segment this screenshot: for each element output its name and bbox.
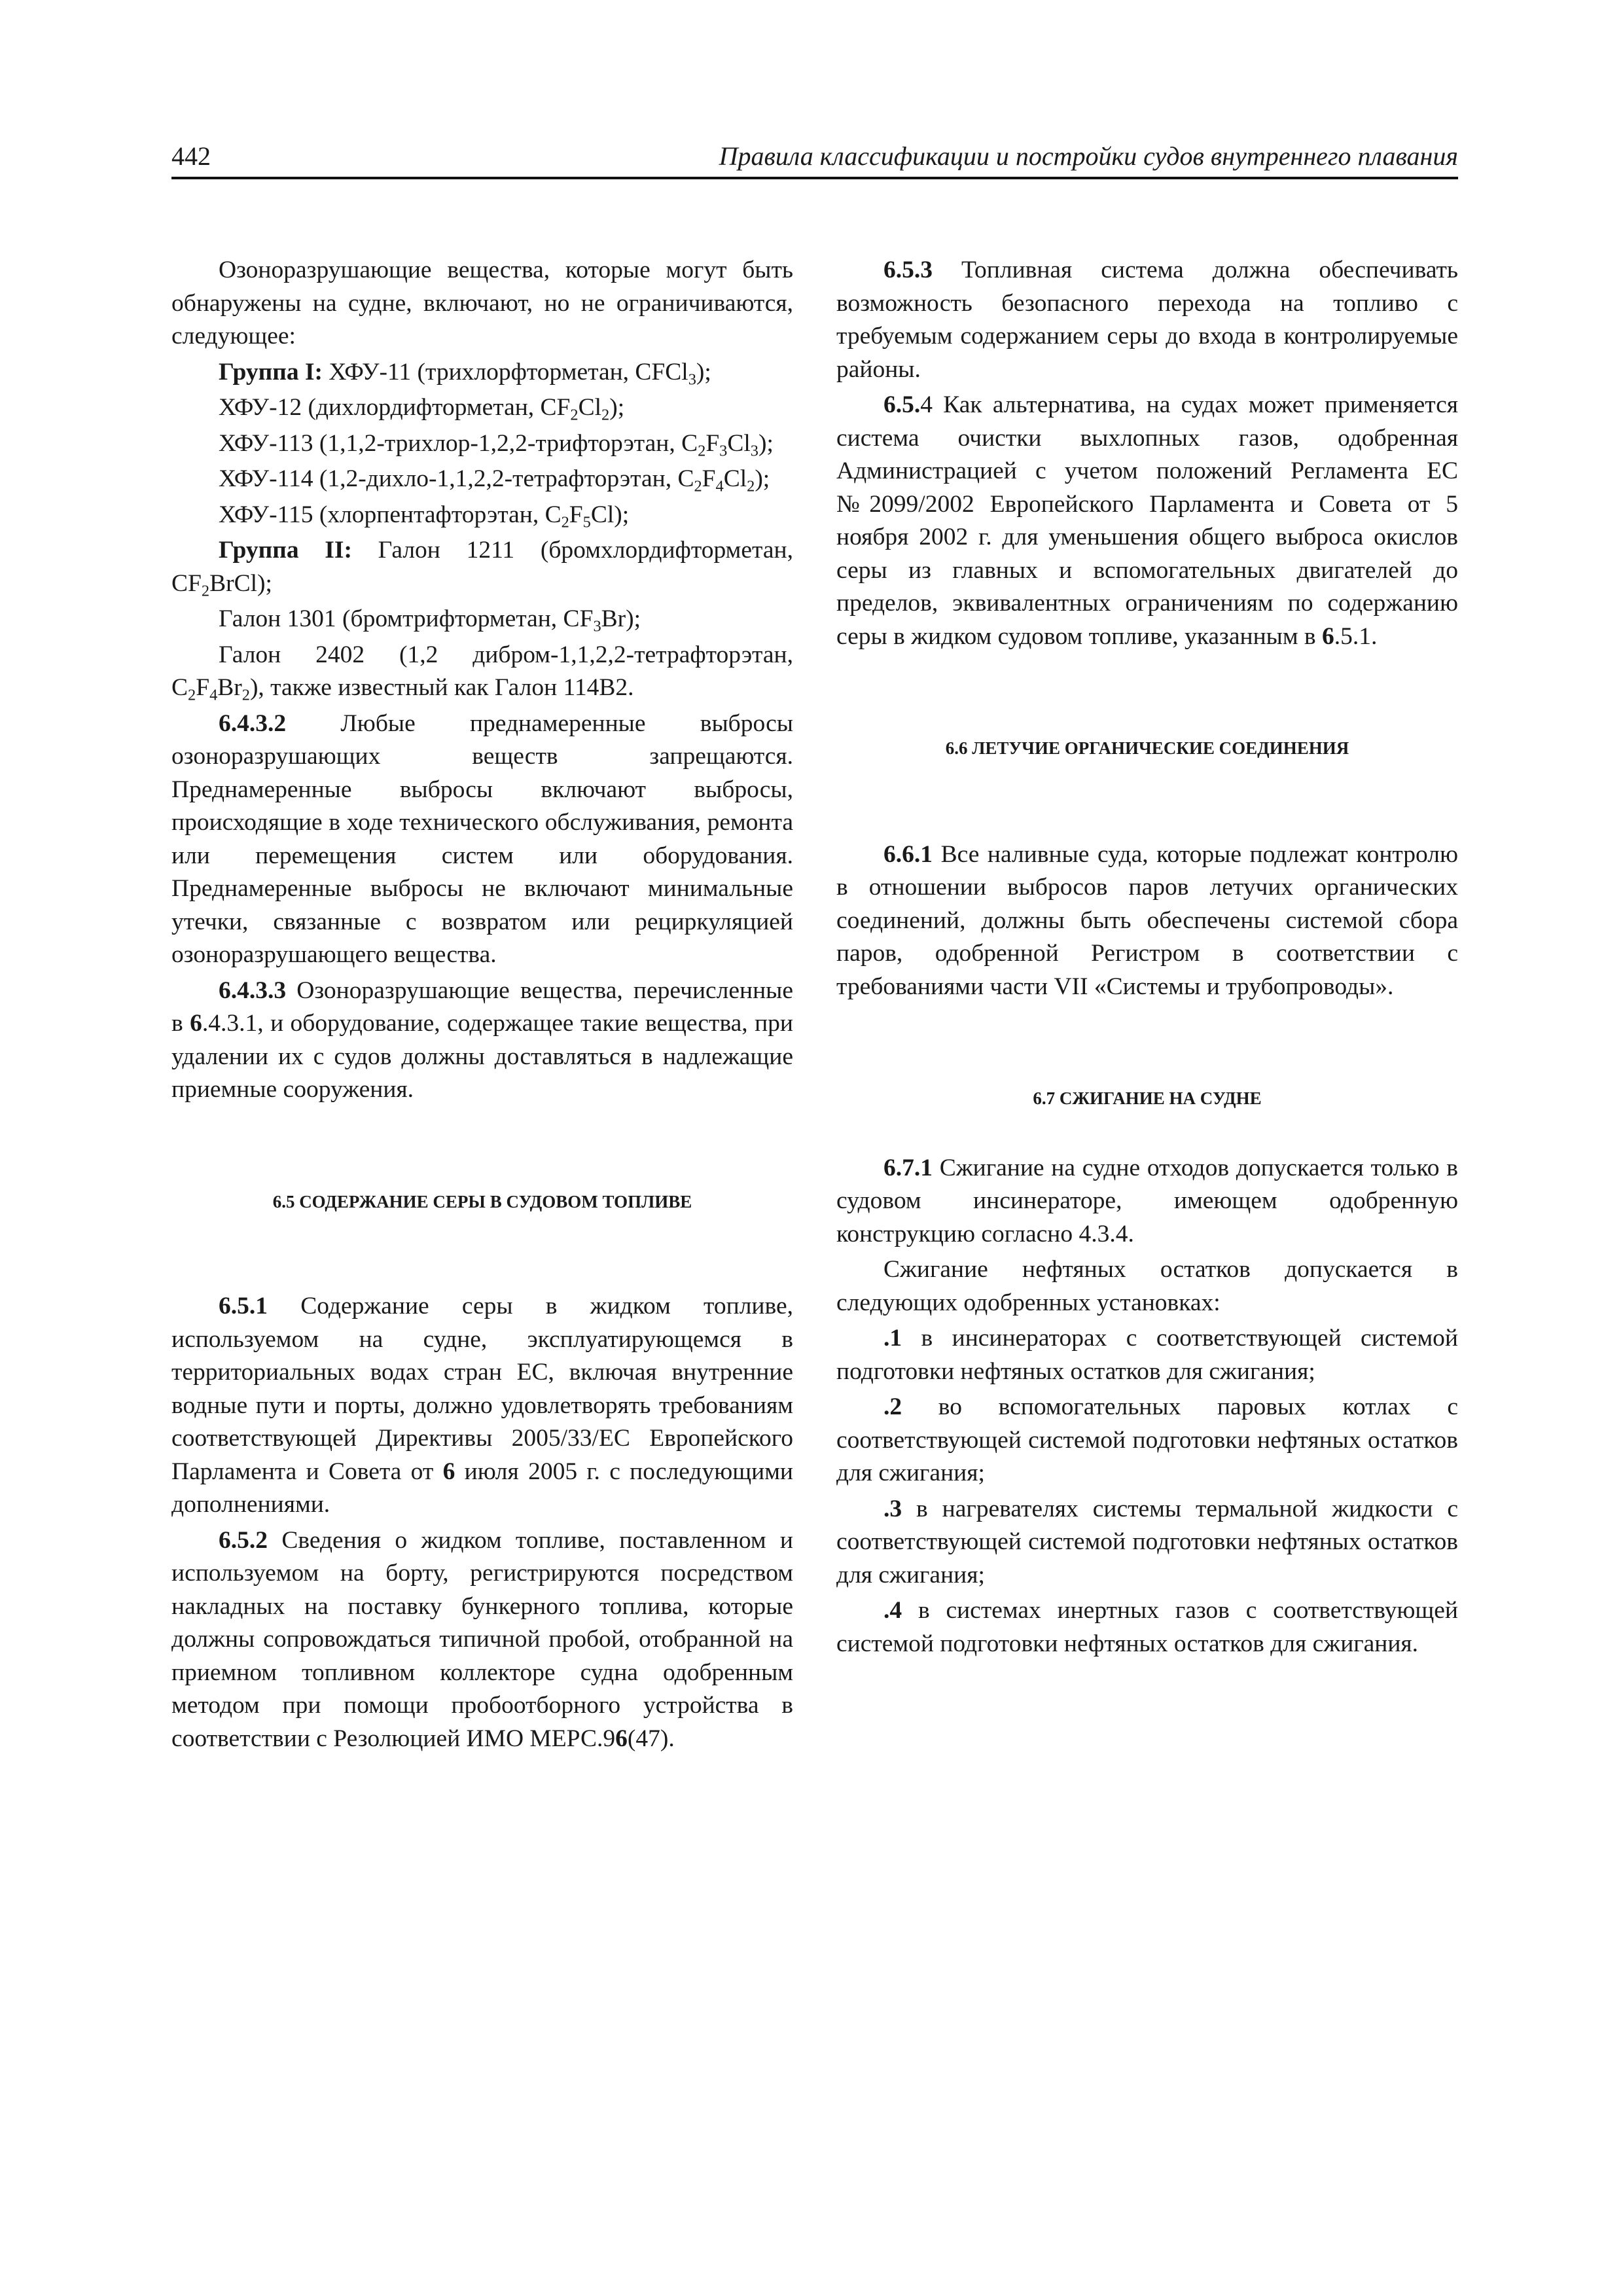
paragraph-6-7-2: Сжигание нефтяных остатков допускается в следующих одобренных установках:	[836, 1256, 1458, 1316]
paragraph-6-4-3-2: 6.4.3.2 Любые преднамеренные выбросы озоноразрушающих веществ запрещаются. Преднамеренные выбросы включают выбросы, происходящие в ходе технического обслуживания, ремонта или перемещения систем или оборудования. Преднамеренные выбросы не включают минимальные утечки, связанные с возвратом или рециркуляцией озоноразрушающего вещества.	[171, 709, 793, 968]
cfc-12-item: ХФУ-12 (дихлордифторметан, $CF_2Cl_2$);	[219, 394, 625, 424]
group-2-label: Группа II:	[219, 537, 352, 564]
list-item-3: .3 в нагревателях системы термальной жидкости с соответствующей системой подготовки нефтяных остатков для сжигания;	[836, 1495, 1458, 1588]
page-number: 442	[171, 141, 211, 171]
list-item-4: .4 в системах инертных газов с соответствующей системой подготовки нефтяных остатков для сжигания.	[836, 1597, 1458, 1657]
right-column	[836, 254, 1458, 1663]
section-heading-6-5: 6.5 СОДЕРЖАНИЕ СЕРЫ В СУДОВОМ ТОПЛИВЕ	[272, 1191, 692, 1211]
left-column	[171, 254, 793, 1758]
group-1-item: Группа I: ХФУ-11 (трихлорфторметан, CFCl$_3$);	[219, 358, 711, 388]
list-item-2: .2 во вспомогательных паровых котлах с соответствующей системой подготовки нефтяных остатков для сжигания;	[836, 1393, 1458, 1486]
group-2-item: Группа II: Галон 1211 (бромхлордифторметан, $CF_2BrCl$);	[171, 537, 793, 600]
cfc-114-item: ХФУ-114 (1,2-дихло-1,1,2,2-тетрафторэтан, $C_2F_4Cl_2$);	[219, 465, 770, 495]
paragraph-6-6-1: 6.6.1 Все наливные суда, которые подлежат контролю в отношении выбросов паров летучих органических соединений, должны быть обеспечены системой сбора паров, одобренной Регистром в соответствии с требованиями части VII «Системы и трубопроводы».	[836, 840, 1458, 1000]
running-title: Правила классификации и постройки судов внутреннего плавания	[719, 141, 1458, 171]
paragraph-6-5-3: 6.5.3 Топливная система должна обеспечивать возможность безопасного перехода на топливо с требуемым содержанием серы до входа в контролируемые районы.	[836, 257, 1458, 383]
section-heading-6-7: 6.7 СЖИГАНИЕ НА СУДНЕ	[1033, 1088, 1262, 1108]
paragraph-6-7-1: 6.7.1 Сжигание на судне отходов допускается только в судовом инсинераторе, имеющем одобренную конструкцию согласно 4.3.4.	[836, 1154, 1458, 1247]
paragraph-6-5-1: 6.5.1 Содержание серы в жидком топливе, используемом на судне, эксплуатирующемся в территориальных водах стран ЕС, включая внутренние водные пути и порты, должно удовлетворять требованиям соответствующей Директивы 2005/33/ЕС Европейского Парламента и Совета от 6 июля 2005 г. с последующими дополнениями.	[171, 1293, 793, 1518]
list-item-1: .1 в инсинераторах с соответствующей системой подготовки нефтяных остатков для сжигания;	[836, 1325, 1458, 1385]
header-rule	[171, 177, 1458, 179]
cfc-113-item: ХФУ-113 (1,1,2-трихлор-1,2,2-трифторэтан, $C_2F_3Cl_3$);	[219, 429, 774, 459]
halon-1301-item: Галон 1301 (бромтрифторметан, $CF_3Br$);	[219, 605, 641, 636]
group-1-label: Группа I:	[219, 358, 323, 386]
halon-2402-item: Галон 2402 (1,2 дибром-1,1,2,2-тетрафторэтан, $C_2F_4Br_2$), также известный как Галон 114B2.	[171, 641, 793, 704]
cfc-115-item: ХФУ-115 (хлорпентафторэтан, $C_2F_5Cl$);	[219, 501, 630, 531]
section-heading-6-6: 6.6 ЛЕТУЧИЕ ОРГАНИЧЕСКИЕ СОЕДИНЕНИЯ	[945, 738, 1349, 758]
paragraph-6-4-3-3: 6.4.3.3 Озоноразрушающие вещества, перечисленные в 6.4.3.1, и оборудование, содержащее такие вещества, при удалении их с судов должны доставляться в надлежащие приемные сооружения.	[171, 977, 793, 1103]
intro-paragraph: Озоноразрушающие вещества, которые могут быть обнаружены на судне, включают, но не ограничиваются, следующее:	[171, 257, 793, 350]
paragraph-6-5-2: 6.5.2 Сведения о жидком топливе, поставленном и используемом на борту, регистрируются посредством накладных на поставку бункерного топлива, которые должны сопровождаться типичной пробой, отобранной на приемном топливном коллекторе судна одобренным методом при помощи пробоотборного устройства в соответствии с Резолюцией ИМО МЕРС.96(47).	[171, 1526, 793, 1752]
paragraph-6-5-4: 6.5.4 Как альтернатива, на судах может применяется система очистки выхлопных газов, одобренная Администрацией с учетом положений Регламента ЕС №2099/2002 Европейского Парламента и Совета от 5 ноября 2002 г. для уменьшения общего выброса окислов серы из главных и вспомогательных двигателей до пределов, эквивалентных ограничениям по содержанию серы в жидком судовом топливе, указанным в 6.5.1.	[836, 391, 1458, 650]
page-header	[171, 141, 1458, 180]
